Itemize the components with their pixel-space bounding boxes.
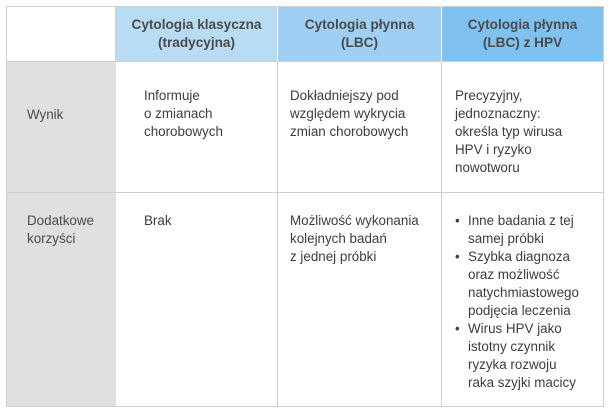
header-empty-cell bbox=[6, 6, 116, 62]
result-liquid-hpv-cell: Precyzyjny, jednoznaczny: określa typ wirusa HPV i ryzyko nowotworu bbox=[442, 62, 604, 193]
header-classic-cytology: Cytologia klasyczna (tradycyjna) bbox=[116, 6, 278, 62]
benefits-liquid-hpv-cell bbox=[442, 193, 604, 407]
benefits-liquid-cell: Możliwość wykonania kolejnych badań z jednej próbki bbox=[278, 193, 442, 407]
header-liquid-cytology: Cytologia płynna (LBC) bbox=[278, 6, 442, 62]
benefits-list bbox=[455, 212, 595, 392]
benefits-classic-cell: Brak bbox=[116, 193, 278, 407]
row-label-result: Wynik bbox=[6, 62, 116, 193]
result-classic-cell: Informuje o zmianach chorobowych bbox=[116, 62, 278, 193]
list-item: • Wirus HPV jako istotny czynnik ryzyka rozwoju raka szyjki macicy bbox=[455, 320, 595, 392]
list-item: • Inne badania z tej samej próbki bbox=[455, 212, 595, 248]
list-item: • Szybka diagnoza oraz możliwość natychmiastowego podjęcia leczenia bbox=[455, 248, 595, 320]
row-label-additional-benefits: Dodatkowe korzyści bbox=[6, 193, 116, 407]
header-liquid-cytology-hpv: Cytologia płynna (LBC) z HPV bbox=[442, 6, 604, 62]
result-liquid-cell: Dokładniejszy pod względem wykrycia zmian chorobowych bbox=[278, 62, 442, 193]
